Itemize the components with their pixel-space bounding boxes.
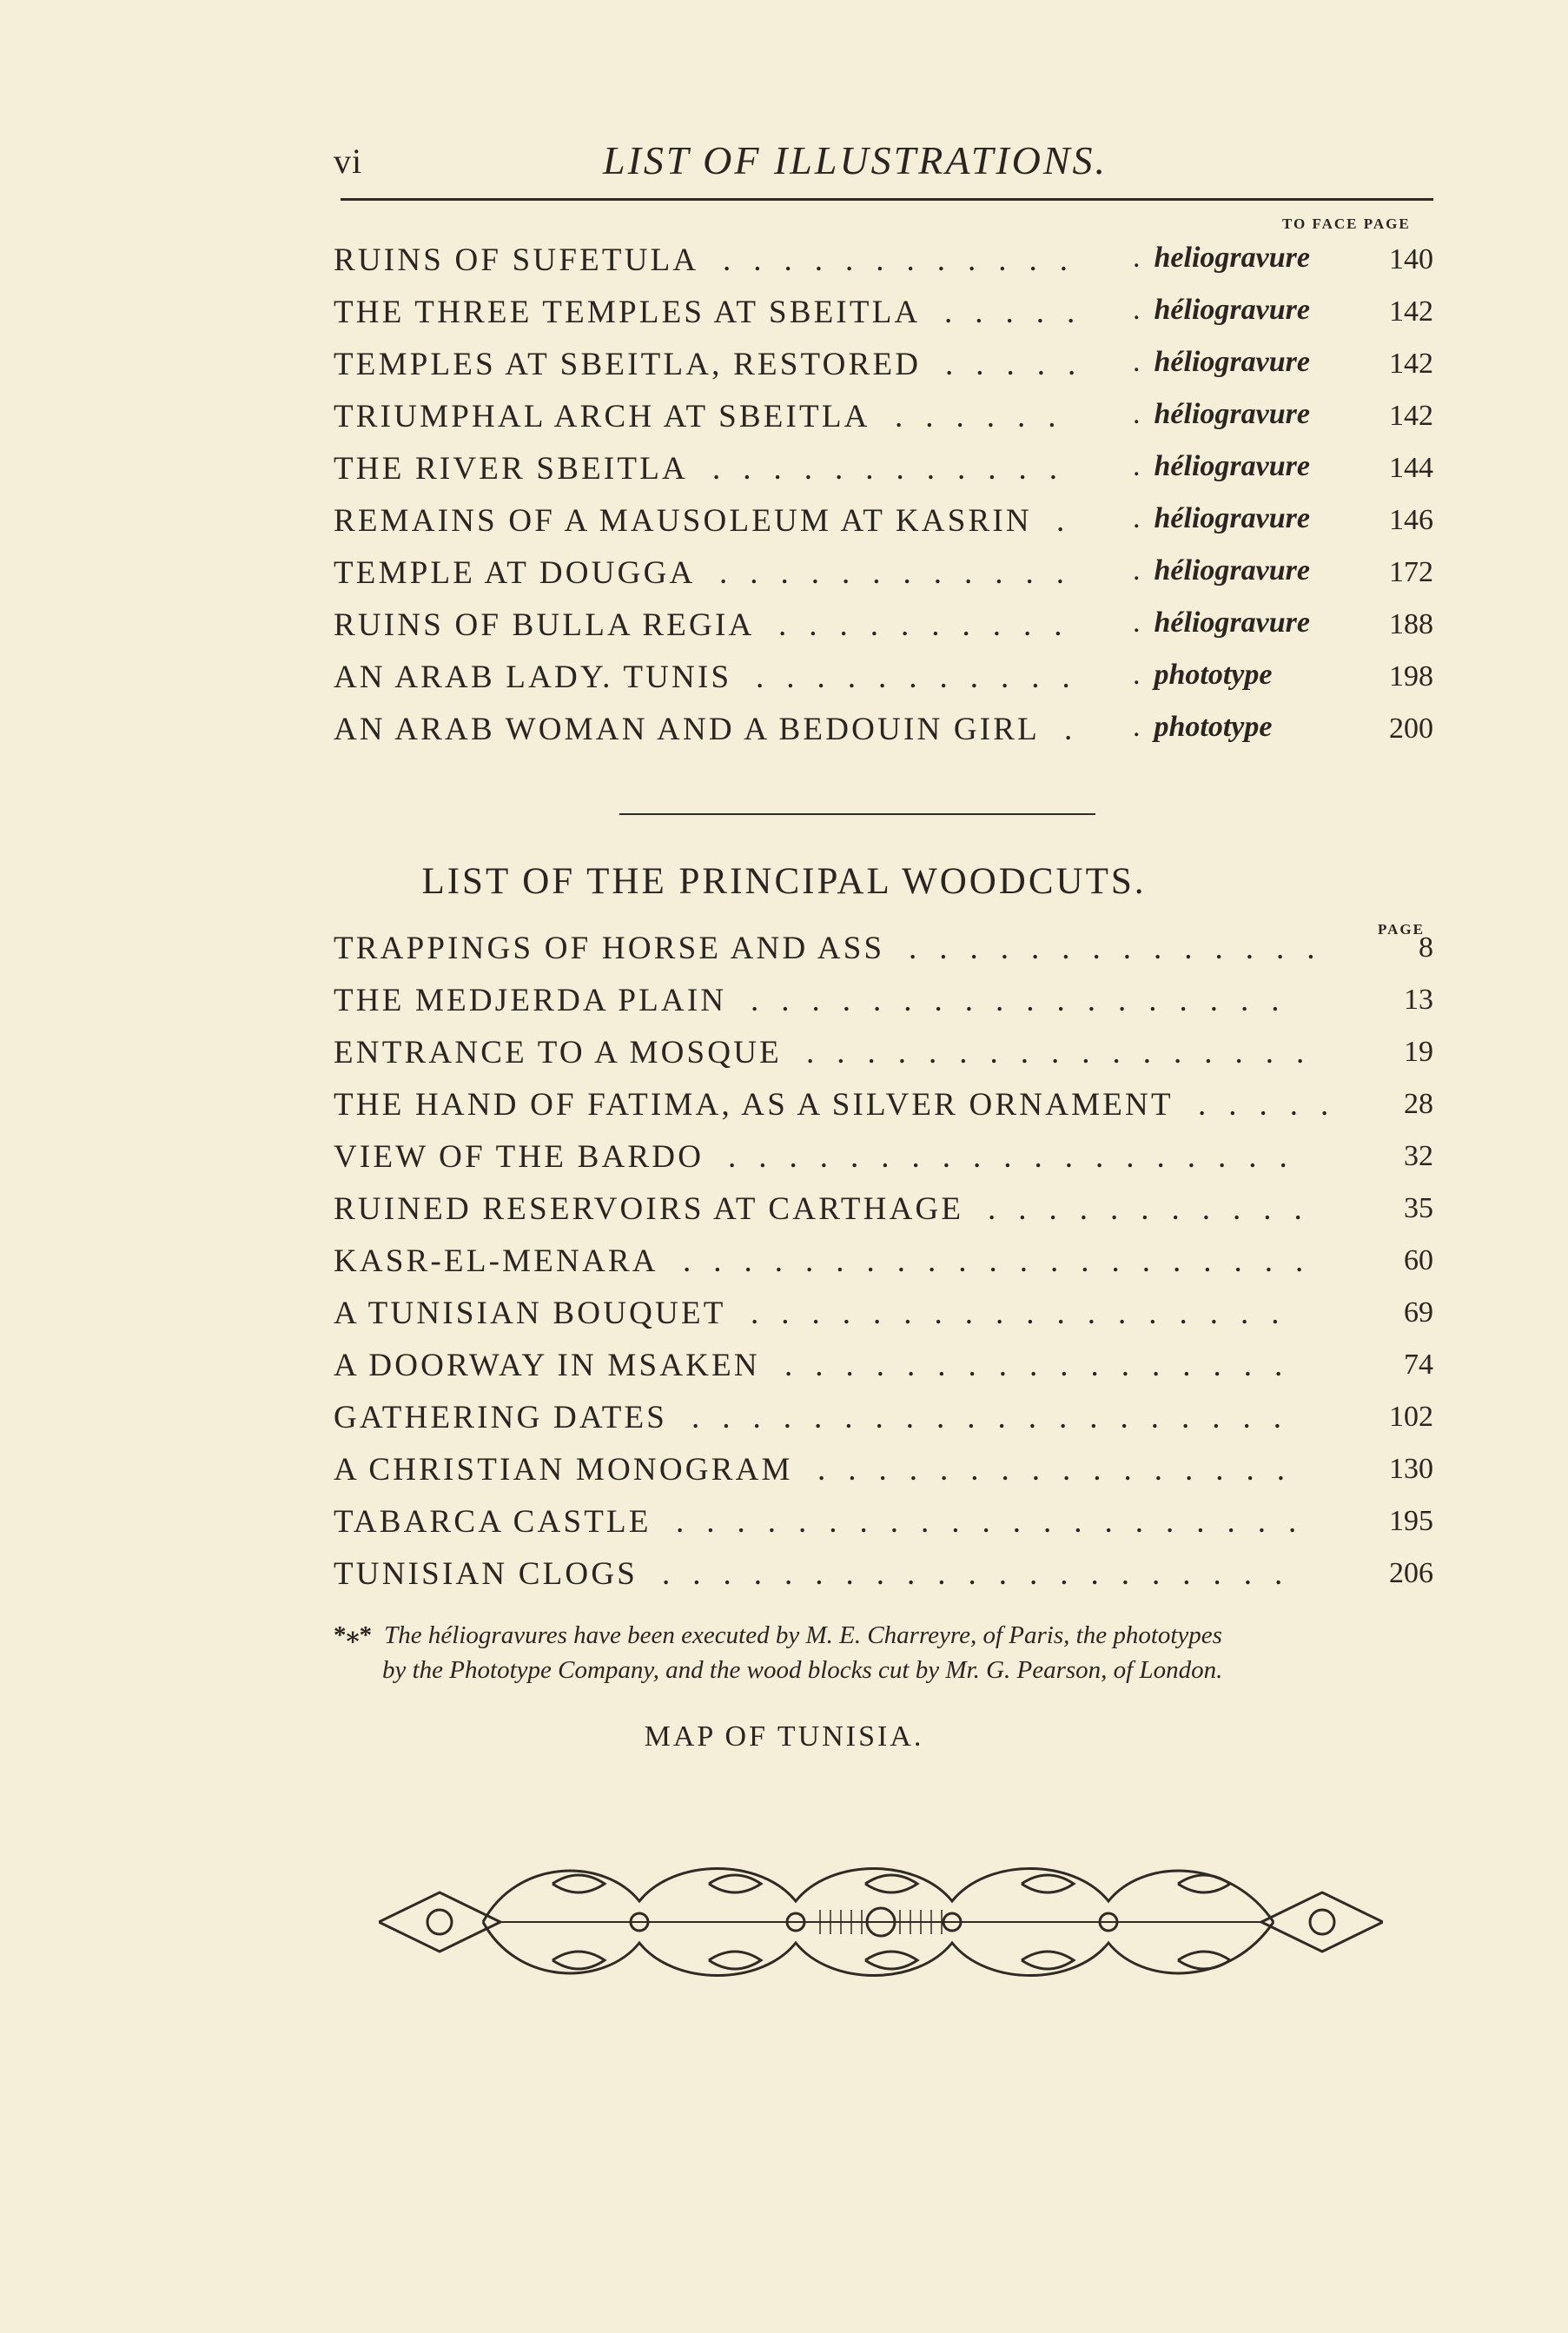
illustration-title: AN ARAB WOMAN AND A BEDOUIN GIRL bbox=[334, 712, 1040, 747]
illustration-page: 198 bbox=[1389, 660, 1433, 693]
leader-dots: ................. bbox=[784, 1348, 1306, 1383]
list-item bbox=[334, 1555, 1433, 1607]
leader-dots: ................... bbox=[728, 1139, 1310, 1175]
woodcut-page: 74 bbox=[1404, 1349, 1433, 1381]
process-name: phototype bbox=[1154, 659, 1273, 691]
leader-dots: .................... bbox=[691, 1400, 1304, 1435]
process-name: héliogravure bbox=[1154, 606, 1310, 639]
woodcut-title: THE HAND OF FATIMA, AS A SILVER ORNAMENT bbox=[334, 1087, 1174, 1123]
process-name: héliogravure bbox=[1154, 294, 1310, 326]
page-column-label: PAGE bbox=[1378, 921, 1425, 938]
process-name: héliogravure bbox=[1154, 554, 1310, 587]
process-name: héliogravure bbox=[1154, 502, 1310, 534]
footnote bbox=[334, 1618, 1433, 1687]
illustration-process bbox=[1133, 659, 1272, 692]
woodcut-page: 19 bbox=[1404, 1036, 1433, 1068]
running-title: LIST OF ILLUSTRATIONS. bbox=[603, 138, 1108, 182]
leader-dots: .......... bbox=[778, 607, 1085, 643]
tailpiece-ornament bbox=[379, 1849, 1383, 1995]
woodcut-title: TUNISIAN CLOGS bbox=[334, 1556, 638, 1592]
list-item bbox=[334, 711, 1433, 763]
illustration-process bbox=[1133, 502, 1310, 535]
leader-dots: ................ bbox=[817, 1452, 1307, 1488]
woodcut-page: 8 bbox=[1419, 931, 1433, 964]
footnote-marker: *⁎* bbox=[334, 1621, 373, 1649]
leader-dots: ..... bbox=[944, 295, 1098, 330]
woodcut-page: 69 bbox=[1404, 1296, 1433, 1329]
footnote-line-2: by the Phototype Company, and the wood blocks cut by Mr. G. Pearson, of London. bbox=[382, 1656, 1223, 1684]
list-item bbox=[334, 659, 1433, 711]
illustration-title: THE THREE TEMPLES AT SBEITLA bbox=[334, 295, 921, 330]
leader-dot: . bbox=[1133, 450, 1141, 482]
list-item bbox=[334, 1243, 1433, 1295]
leader-dots: .............. bbox=[909, 931, 1338, 966]
woodcut-title: RUINED RESERVOIRS AT CARTHAGE bbox=[334, 1191, 964, 1227]
illustration-process bbox=[1133, 294, 1310, 327]
list-item bbox=[334, 502, 1433, 554]
illustration-page: 142 bbox=[1389, 295, 1433, 328]
illustration-process bbox=[1133, 346, 1310, 379]
woodcut-page: 35 bbox=[1404, 1192, 1433, 1224]
woodcut-page: 195 bbox=[1389, 1505, 1433, 1537]
process-name: phototype bbox=[1154, 711, 1273, 743]
woodcut-page: 130 bbox=[1389, 1453, 1433, 1485]
process-name: héliogravure bbox=[1154, 346, 1310, 378]
illustration-page: 142 bbox=[1389, 348, 1433, 380]
illustration-page: 200 bbox=[1389, 712, 1433, 745]
section-divider bbox=[619, 813, 1095, 815]
list-item bbox=[334, 1503, 1433, 1555]
woodcut-title: A CHRISTIAN MONOGRAM bbox=[334, 1452, 793, 1488]
page-number: vi bbox=[334, 142, 363, 181]
illustration-title: THE RIVER SBEITLA bbox=[334, 451, 688, 487]
woodcut-title: TABARCA CASTLE bbox=[334, 1504, 652, 1540]
leader-dots: ........... bbox=[988, 1191, 1325, 1227]
illustration-process bbox=[1133, 554, 1310, 587]
leader-dots: ................. bbox=[806, 1035, 1327, 1070]
leader-dot: . bbox=[1133, 606, 1141, 639]
leader-dots: ..................... bbox=[683, 1243, 1327, 1279]
leader-dots: ..................... bbox=[676, 1504, 1320, 1540]
illustration-process bbox=[1133, 398, 1310, 431]
leader-dot: . bbox=[1133, 346, 1141, 378]
list-item bbox=[334, 554, 1433, 606]
leader-dots: . bbox=[1056, 503, 1088, 539]
leader-dots: .................. bbox=[751, 1296, 1302, 1331]
illustration-title: REMAINS OF A MAUSOLEUM AT KASRIN bbox=[334, 503, 1032, 539]
list-item bbox=[334, 398, 1433, 450]
illustration-title: RUINS OF BULLA REGIA bbox=[334, 607, 755, 643]
leader-dots: ........... bbox=[756, 659, 1093, 695]
illustration-page: 142 bbox=[1389, 400, 1433, 432]
illustrations-list bbox=[334, 242, 1433, 763]
illustration-process bbox=[1133, 242, 1310, 275]
list-item bbox=[334, 1295, 1433, 1347]
leader-dot: . bbox=[1133, 294, 1141, 326]
leader-dots: ............ bbox=[719, 555, 1087, 591]
list-item bbox=[334, 1086, 1433, 1138]
woodcuts-section-title: LIST OF THE PRINCIPAL WOODCUTS. bbox=[421, 861, 1147, 902]
list-item bbox=[334, 1451, 1433, 1503]
illustration-process bbox=[1133, 606, 1310, 640]
to-face-page-label: TO FACE PAGE bbox=[1282, 215, 1411, 232]
list-item bbox=[334, 1399, 1433, 1451]
list-item bbox=[334, 606, 1433, 659]
woodcut-title: KASR-EL-MENARA bbox=[334, 1243, 658, 1279]
woodcut-page: 206 bbox=[1389, 1557, 1433, 1589]
woodcut-page: 32 bbox=[1404, 1140, 1433, 1172]
woodcut-page: 13 bbox=[1404, 984, 1433, 1016]
woodcut-page: 102 bbox=[1389, 1401, 1433, 1433]
leader-dots: ............ bbox=[723, 242, 1090, 278]
illustration-page: 188 bbox=[1389, 608, 1433, 640]
woodcut-title: TRAPPINGS OF HORSE AND ASS bbox=[334, 931, 885, 966]
leader-dot: . bbox=[1133, 659, 1141, 691]
illustration-title: TEMPLES AT SBEITLA, RESTORED bbox=[334, 347, 922, 382]
leader-dots: ..................... bbox=[662, 1556, 1306, 1592]
illustration-title: TRIUMPHAL ARCH AT SBEITLA bbox=[334, 399, 870, 434]
woodcut-title: A TUNISIAN BOUQUET bbox=[334, 1296, 726, 1331]
woodcut-page: 60 bbox=[1404, 1244, 1433, 1276]
process-name: heliogravure bbox=[1154, 242, 1310, 274]
list-item bbox=[334, 982, 1433, 1034]
illustration-page: 172 bbox=[1389, 556, 1433, 588]
leader-dots: ..... bbox=[945, 347, 1099, 382]
list-item bbox=[334, 1347, 1433, 1399]
list-item bbox=[334, 242, 1433, 294]
woodcut-title: THE MEDJERDA PLAIN bbox=[334, 983, 727, 1018]
list-item bbox=[334, 1138, 1433, 1190]
process-name: héliogravure bbox=[1154, 398, 1310, 430]
leader-dot: . bbox=[1133, 554, 1141, 587]
list-item bbox=[334, 450, 1433, 502]
footnote-line-1: The héliogravures have been executed by M. E. Charreyre, of Paris, the phototypes bbox=[384, 1621, 1222, 1649]
map-title: MAP OF TUNISIA. bbox=[644, 1720, 924, 1753]
illustration-title: AN ARAB LADY. TUNIS bbox=[334, 659, 732, 695]
woodcut-title: GATHERING DATES bbox=[334, 1400, 668, 1435]
illustration-page: 144 bbox=[1389, 452, 1433, 484]
illustration-title: RUINS OF SUFETULA bbox=[334, 242, 699, 278]
woodcut-page: 28 bbox=[1404, 1088, 1433, 1120]
leader-dot: . bbox=[1133, 242, 1141, 274]
leader-dots: ............ bbox=[712, 451, 1080, 487]
leader-dots: . bbox=[1064, 712, 1095, 747]
leader-dot: . bbox=[1133, 711, 1141, 743]
illustration-page: 140 bbox=[1389, 243, 1433, 275]
illustration-process bbox=[1133, 711, 1272, 744]
leader-dots: .................. bbox=[751, 983, 1302, 1018]
illustration-title: TEMPLE AT DOUGGA bbox=[334, 555, 696, 591]
list-item bbox=[334, 1190, 1433, 1243]
illustration-page: 146 bbox=[1389, 504, 1433, 536]
process-name: héliogravure bbox=[1154, 450, 1310, 482]
list-item bbox=[334, 346, 1433, 398]
illustration-process bbox=[1133, 450, 1310, 483]
woodcuts-list bbox=[334, 930, 1433, 1607]
woodcut-title: VIEW OF THE BARDO bbox=[334, 1139, 705, 1175]
list-item bbox=[334, 1034, 1433, 1086]
leader-dot: . bbox=[1133, 398, 1141, 430]
woodcut-title: A DOORWAY IN MSAKEN bbox=[334, 1348, 760, 1383]
list-item bbox=[334, 930, 1433, 982]
leader-dots: ...... bbox=[895, 399, 1079, 434]
woodcut-title: ENTRANCE TO A MOSQUE bbox=[334, 1035, 782, 1070]
page-header bbox=[334, 129, 1433, 189]
leader-dot: . bbox=[1133, 502, 1141, 534]
leader-dots: ..... bbox=[1198, 1087, 1352, 1123]
list-item bbox=[334, 294, 1433, 346]
header-rule bbox=[341, 198, 1433, 201]
